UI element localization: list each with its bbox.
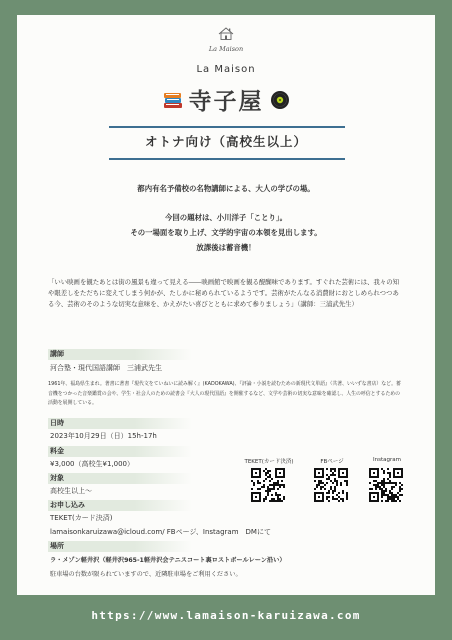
- target-label: 対象: [48, 473, 192, 484]
- apply-method: TEKET(カード決済): [50, 514, 113, 522]
- date-label: 日時: [48, 418, 192, 429]
- books-icon: [163, 90, 183, 116]
- apply-contact: lamaisonkaruizawa@icloud.com/ FBページ、Instagram DMにて: [50, 528, 271, 536]
- subtitle: オトナ向け（高校生以上）: [144, 134, 307, 149]
- lecturer-bio: 1961年、福島県生まれ。著書に著書『現代文をていねいに読み解く』(KADOKAWA)、『評論・小説を読むための新現代文単語』（共著、いいずな書店）など。蓄音機をつかった音楽鑑賞の会や、学生・社会人のための読書会『大人の現代国語』を開催するなど、文学や芸術の切実な意味を確認し、人生の呼信とするための活動を展開している。: [48, 381, 401, 407]
- qr-code-teket[interactable]: [251, 468, 285, 502]
- divider-top: [109, 126, 345, 128]
- page-title: [17, 83, 435, 116]
- intro-line-2: 今回の題材は、小川洋子「ことり」。: [165, 213, 287, 222]
- lecturer-label: 講師: [48, 349, 192, 360]
- intro-line-1: 都内有名予備校の名物講師による、大人の学びの場。: [137, 184, 315, 193]
- qr-caption-teket: TEKET(カード決済): [244, 459, 294, 465]
- qr-code-facebook[interactable]: [314, 468, 348, 502]
- fee-label: 料金: [48, 446, 192, 457]
- vinyl-record-icon: [270, 90, 290, 116]
- logo-text: La Maison: [208, 45, 244, 53]
- footer-url-link[interactable]: https://www.lamaison-karuizawa.com: [91, 609, 361, 622]
- quote-paragraph: 「いい映画を観たあとは街の風景も違って見える――映画館で映画を観る醍醐味であります。すぐれた芸術には、我々の知や眼差しをただちに変えてしまう何かが、たしかに秘められているようです。芸術がたんなる消費財におとしめられつつある今、芸術のそのような切実な意味を、かえがたい喜びとともに求めて参りましょう」（講師：三浦武先生）: [48, 278, 399, 308]
- qr-caption-instagram: Instagram: [373, 457, 401, 463]
- qr-code-instagram[interactable]: [369, 468, 403, 502]
- intro-line-4: 放課後は蓄音機！: [196, 243, 256, 252]
- date-value: 2023年10月29日（日）15h-17h: [50, 432, 157, 440]
- intro-line-3: その一場面を取り上げ、文学的宇宙の本領を見出します。: [130, 228, 322, 237]
- venue-note: 駐車場の台数が限られていますので、近隣駐車場をご利用ください。: [50, 571, 242, 578]
- logo: [17, 25, 435, 53]
- apply-label: お申し込み: [48, 500, 192, 511]
- flyer-sheet: [17, 15, 435, 595]
- venue-label: 場所: [48, 541, 192, 552]
- qr-caption-facebook: FBページ: [320, 459, 344, 465]
- venue-address: ラ・メゾン軽井沢（軽井沢965-1軽井沢会テニスコート裏ロストボールレーン沿い）: [50, 557, 286, 564]
- target-value: 高校生以上～: [50, 487, 92, 495]
- title-text: 寺子屋: [188, 89, 264, 115]
- divider-bottom: [109, 158, 345, 160]
- fee-value: ¥3,000（高校生¥1,000）: [50, 460, 134, 468]
- brand-name: La Maison: [196, 64, 256, 75]
- lecturer-value: 河合塾・現代国語講師 三浦武先生: [50, 364, 162, 372]
- house-logo-icon: [218, 27, 234, 40]
